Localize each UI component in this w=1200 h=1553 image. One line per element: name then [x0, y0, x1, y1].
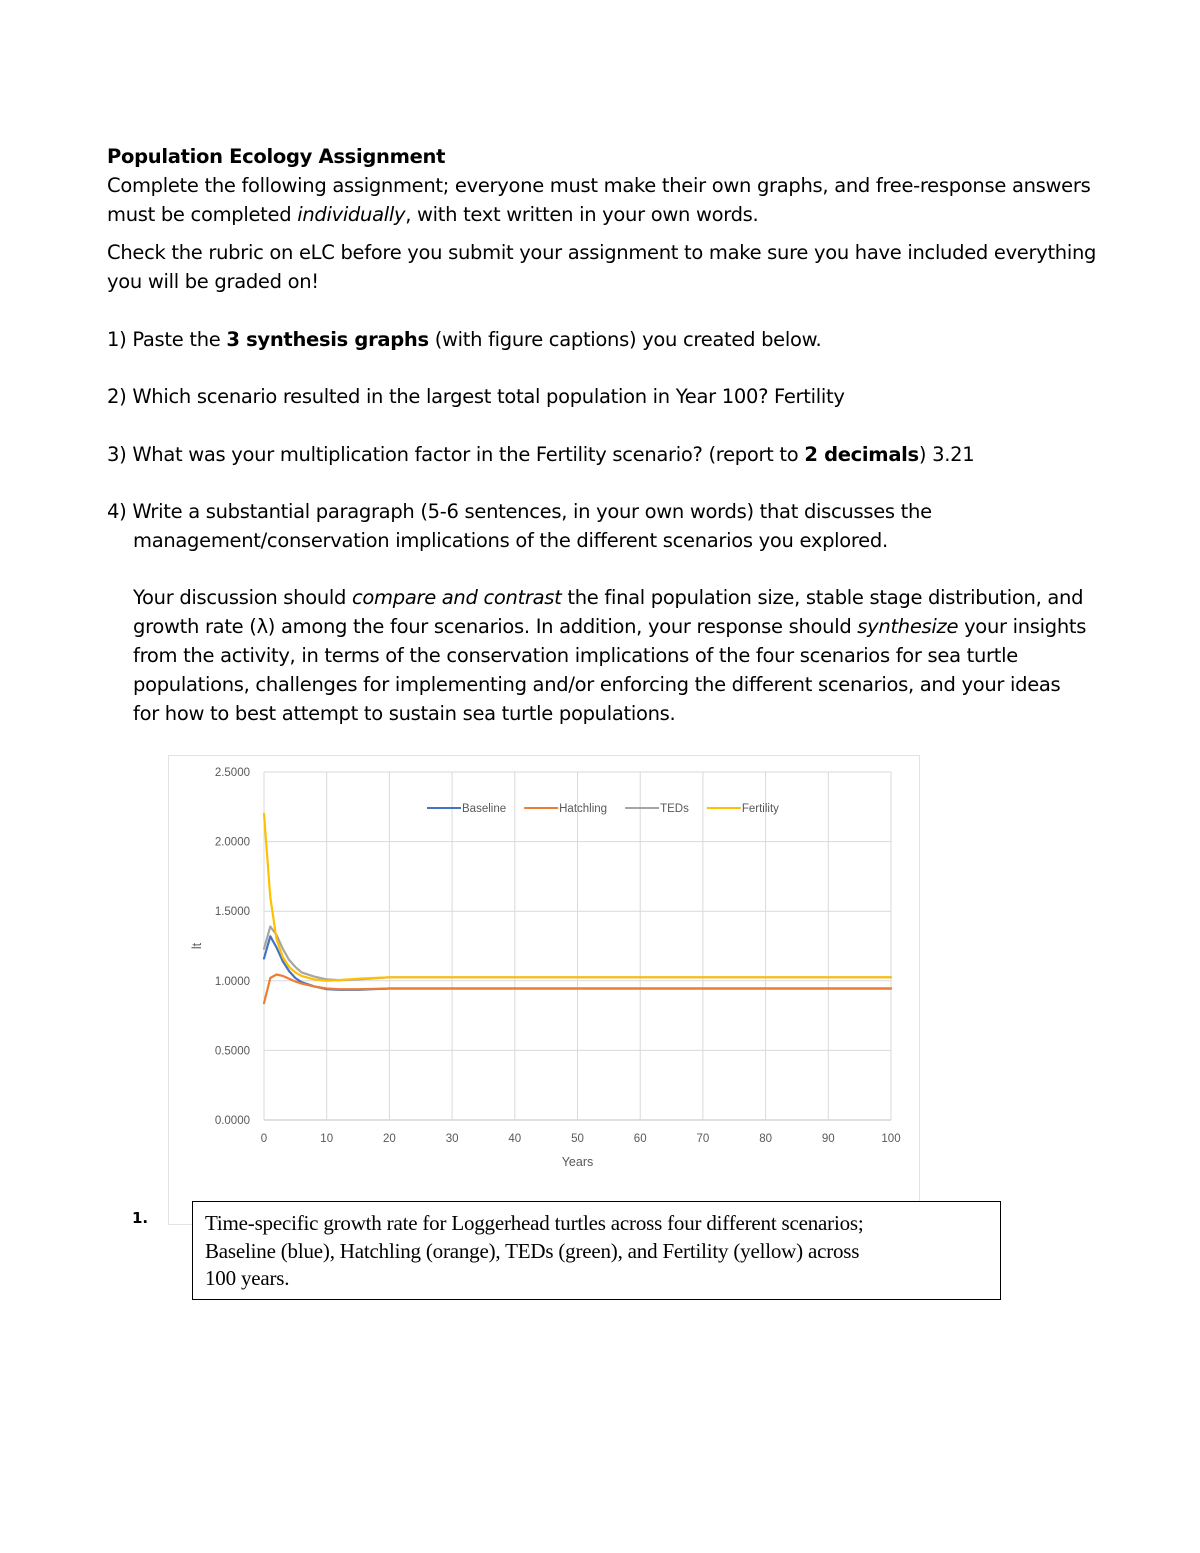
x-tick-label: 40 — [508, 1133, 522, 1145]
rubric-note — [107, 238, 1107, 296]
figure-caption — [192, 1201, 1001, 1300]
figure-number: 1. — [132, 1209, 149, 1227]
y-tick-label: 1.5000 — [214, 906, 250, 919]
question-2: 2) Which scenario resulted in the largest total population in Year 100? Fertility — [107, 385, 845, 408]
x-tick-label: 50 — [571, 1133, 584, 1145]
x-axis-label: Years — [561, 1155, 594, 1169]
assignment-header — [107, 142, 1107, 229]
x-tick-label: 70 — [696, 1133, 710, 1145]
x-tick-label: 20 — [383, 1133, 396, 1145]
question-1: 1) Paste the 3 synthesis graphs (with figure captions) you created below. — [107, 328, 822, 351]
x-tick-label: 0 — [260, 1133, 268, 1145]
rubric-line-2: you will be graded on! — [107, 270, 319, 293]
legend-label-fertility: Fertility — [741, 803, 779, 815]
document-title: Population Ecology Assignment — [107, 145, 446, 168]
y-tick-label: 1.0000 — [214, 975, 250, 988]
intro-line-1: Complete the following assignment; everyone must make their own graphs, and free-response answers — [107, 174, 1091, 197]
x-tick-label: 80 — [759, 1133, 772, 1145]
rubric-line-1: Check the rubric on eLC before you submit your assignment to make sure you have included everything — [107, 241, 1097, 264]
chart-canvas — [169, 756, 919, 1224]
x-tick-label: 30 — [445, 1133, 459, 1145]
x-tick-label: 10 — [320, 1133, 334, 1145]
y-axis-label: lt — [190, 942, 204, 950]
x-tick-label: 90 — [821, 1133, 835, 1145]
y-tick-label: 2.0000 — [214, 836, 250, 849]
y-tick-label: 0.0000 — [214, 1115, 250, 1127]
intro-line-2: must be completed individually, with text written in your own words. — [107, 203, 759, 226]
caption-line-2: Baseline (blue), Hatchling (orange), TEDs (green), and Fertility (yellow) across — [205, 1238, 860, 1263]
legend-label-baseline: Baseline — [462, 803, 507, 815]
question-3: 3) What was your multiplication factor in the Fertility scenario? (report to 2 decimals) 3.21 — [107, 443, 975, 466]
x-tick-label: 100 — [881, 1133, 901, 1145]
y-tick-label: 0.5000 — [214, 1045, 250, 1058]
y-tick-label: 2.5000 — [214, 767, 250, 779]
legend-label-teds: TEDs — [660, 803, 689, 815]
legend-label-hatchling: Hatchling — [559, 803, 608, 815]
discussion-instructions: Your discussion should compare and contrast the final population size, stable stage distribution, and growth rate (λ) among the four scenarios. In addition, your response should synthesize your insights from the activity, in terms of the conservation implications of the four scenarios for sea turtle populations, challenges for implementing and/or enforcing the different scenarios, and your ideas for how to best attempt to sustain sea turtle populations. — [133, 586, 1087, 725]
caption-line-3: 100 years. — [205, 1266, 290, 1290]
x-tick-label: 60 — [633, 1133, 647, 1145]
question-4: 4) Write a substantial paragraph (5-6 sentences, in your own words) that discusses the management/conservation implications of the different scenarios you explored. — [107, 500, 932, 552]
growth-rate-chart — [168, 755, 920, 1225]
caption-line-1: Time-specific growth rate for Loggerhead turtles across four different scenarios; — [205, 1211, 864, 1235]
